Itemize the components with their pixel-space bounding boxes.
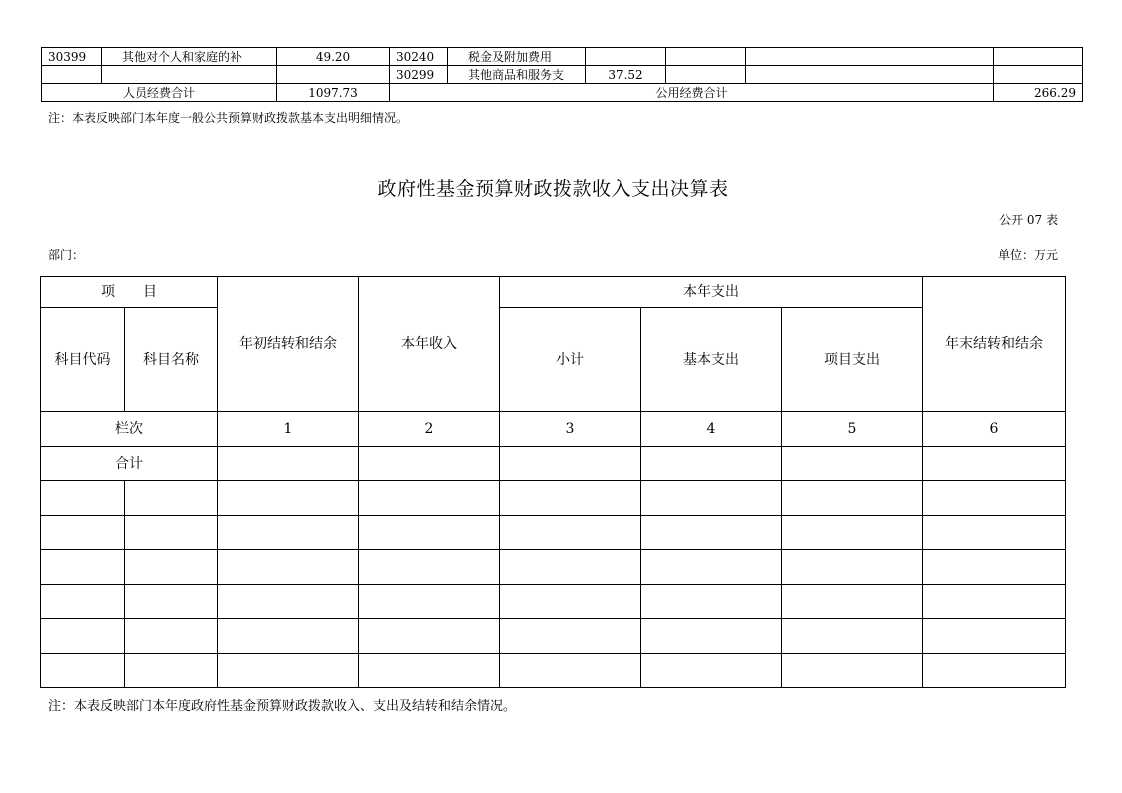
header-row [41, 277, 1066, 308]
cell [500, 447, 641, 481]
cell: 其他商品和服务支 [448, 66, 586, 84]
cell [125, 654, 218, 688]
cell [125, 481, 218, 516]
fund-budget-table [40, 276, 1066, 688]
cell [41, 619, 125, 654]
cell [782, 516, 923, 550]
cell [125, 619, 218, 654]
table-row [41, 516, 1066, 550]
column-number: 3 [500, 412, 641, 447]
cell [41, 550, 125, 585]
table-row [41, 654, 1066, 688]
cell [359, 654, 500, 688]
header-current-income: 本年收入 [359, 277, 500, 412]
cell [923, 654, 1066, 688]
cell [994, 66, 1083, 84]
page-title: 政府性基金预算财政拨款收入支出决算表 [377, 178, 729, 200]
cell [359, 550, 500, 585]
cell [359, 447, 500, 481]
cell: 37.52 [586, 66, 666, 84]
cell [218, 516, 359, 550]
cell [125, 585, 218, 619]
cell [500, 619, 641, 654]
cell: 税金及附加费用 [448, 48, 586, 66]
total-row [41, 447, 1066, 481]
cell [923, 447, 1066, 481]
cell [994, 48, 1083, 66]
cell [666, 66, 746, 84]
cell [359, 585, 500, 619]
public-total-label: 公用经费合计 [390, 84, 994, 102]
cell [277, 66, 390, 84]
cell [746, 48, 994, 66]
cell [641, 550, 782, 585]
table-row [41, 550, 1066, 585]
department-label: 部门： [48, 248, 85, 262]
cell [500, 516, 641, 550]
header-subject-code: 科目代码 [41, 308, 125, 412]
cell [782, 447, 923, 481]
cell [641, 619, 782, 654]
cell [641, 481, 782, 516]
total-row [42, 84, 1083, 102]
cell [500, 654, 641, 688]
cell [359, 481, 500, 516]
column-number: 5 [782, 412, 923, 447]
table-row [41, 619, 1066, 654]
note-basic-expense: 注：本表反映部门本年度一般公共预算财政拨款基本支出明细情况。 [48, 111, 409, 125]
cell [923, 550, 1066, 585]
cell [102, 66, 277, 84]
cell [218, 447, 359, 481]
column-number: 2 [359, 412, 500, 447]
cell [218, 550, 359, 585]
cell [641, 585, 782, 619]
cell [666, 48, 746, 66]
header-current-expense: 本年支出 [500, 277, 923, 308]
cell [500, 550, 641, 585]
table-row [42, 66, 1083, 84]
cell [782, 481, 923, 516]
cell: 30399 [42, 48, 102, 66]
personnel-total-label: 人员经费合计 [42, 84, 277, 102]
header-item: 项 目 [41, 277, 218, 308]
cell [641, 447, 782, 481]
note-fund-budget: 注：本表反映部门本年度政府性基金预算财政拨款收入、支出及结转和结余情况。 [48, 699, 517, 714]
cell [746, 66, 994, 84]
cell [125, 516, 218, 550]
cell [586, 48, 666, 66]
column-number: 4 [641, 412, 782, 447]
public-total-value: 266.29 [994, 84, 1083, 102]
personnel-total-value: 1097.73 [277, 84, 390, 102]
expense-detail-table [41, 47, 1083, 102]
cell [782, 619, 923, 654]
cell [782, 654, 923, 688]
cell [41, 585, 125, 619]
cell: 30299 [390, 66, 448, 84]
table-row [41, 585, 1066, 619]
total-label: 合计 [41, 447, 218, 481]
cell [359, 516, 500, 550]
column-number-row [41, 412, 1066, 447]
cell [218, 481, 359, 516]
cell: 30240 [390, 48, 448, 66]
cell [218, 619, 359, 654]
table-code: 公开 07 表 [999, 213, 1058, 227]
table-row [41, 481, 1066, 516]
header-end-balance: 年末结转和结余 [923, 277, 1066, 412]
column-number: 6 [923, 412, 1066, 447]
cell [41, 481, 125, 516]
cell: 49.20 [277, 48, 390, 66]
unit-label: 单位：万元 [997, 248, 1058, 262]
column-number: 1 [218, 412, 359, 447]
cell [41, 654, 125, 688]
cell [923, 516, 1066, 550]
header-project-expense: 项目支出 [782, 308, 923, 412]
header-basic-expense: 基本支出 [641, 308, 782, 412]
cell: 其他对个人和家庭的补 [102, 48, 277, 66]
column-number-label: 栏次 [41, 412, 218, 447]
cell [42, 66, 102, 84]
cell [500, 481, 641, 516]
header-subtotal: 小计 [500, 308, 641, 412]
header-row [41, 308, 1066, 412]
cell [359, 619, 500, 654]
cell [923, 585, 1066, 619]
cell [782, 550, 923, 585]
cell [641, 516, 782, 550]
cell [500, 585, 641, 619]
cell [218, 585, 359, 619]
cell [923, 481, 1066, 516]
cell [782, 585, 923, 619]
cell [125, 550, 218, 585]
header-begin-balance: 年初结转和结余 [218, 277, 359, 412]
cell [641, 654, 782, 688]
header-subject-name: 科目名称 [125, 308, 218, 412]
cell [218, 654, 359, 688]
cell [923, 619, 1066, 654]
cell [41, 516, 125, 550]
table-row [42, 48, 1083, 66]
